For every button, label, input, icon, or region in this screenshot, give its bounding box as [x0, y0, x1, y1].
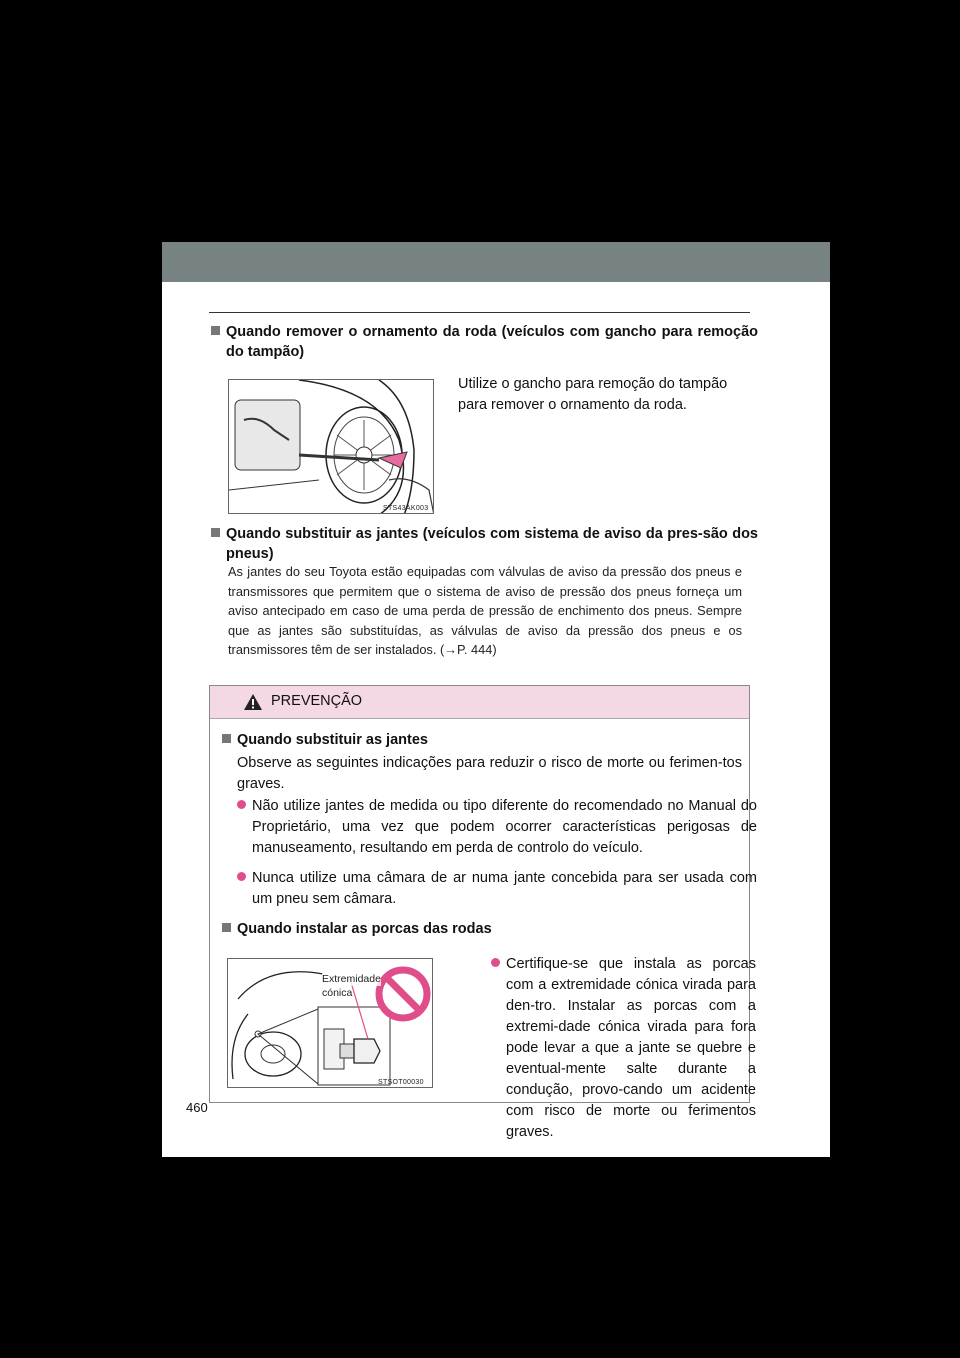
warning-bullet-3: Certifique-se que instala as porcas com a extremidade cónica virada para den-tro. Instalar as porcas com a extremi-dade cónica virada para fora pode levar a que a jante se quebre e eventual-mente salte durante a condução, provo-cando um acidente com risco de morte ou ferimentos graves.: [491, 954, 756, 1143]
warning-subheading-rims: Quando substituir as jantes: [222, 730, 428, 750]
square-bullet-icon: [222, 923, 231, 932]
section2-text: As jantes do seu Toyota estão equipadas com válvulas de aviso da pressão dos pneus e transmissores que permitem que o sistema de aviso de pressão dos pneus forneça um aviso antecipado em caso de uma perda de pressão de enchimento dos pneus. Sempre que as jantes são substituídas, as válvulas de aviso da pressão dos pneus e os transmissores têm de ser instalados. (→P. 444): [228, 564, 742, 657]
section-heading-replace-rims: Quando substituir as jantes (veículos com sistema de aviso da pres-são dos pneus): [211, 524, 758, 564]
manual-page: [162, 242, 830, 1157]
warning-bullet-2: Nunca utilize uma câmara de ar numa jante concebida para ser usada com um pneu sem câmara.: [237, 868, 757, 910]
warning-box: [209, 685, 757, 1140]
illustration-remove-wheel-ornament: [228, 379, 434, 514]
warning-subheading-nuts: Quando instalar as porcas das rodas: [222, 919, 492, 939]
wheel-hook-drawing: [229, 380, 434, 514]
image-label-1: Extremidade: [322, 973, 381, 985]
square-bullet-icon: [211, 528, 220, 537]
image-label-2: cónica: [322, 987, 353, 999]
bullet-dot-icon: [237, 800, 246, 809]
square-bullet-icon: [211, 326, 220, 335]
warning-title: PREVENÇÃO: [271, 693, 363, 709]
warning-intro-text: Observe as seguintes indicações para reduzir o risco de morte ou ferimen-tos graves.: [237, 755, 742, 792]
section1-text: Utilize o gancho para remoção do tampão para remover o ornamento da roda.: [458, 376, 728, 413]
image-code: STS43AK003: [383, 505, 429, 512]
bullet-dot-icon: [237, 872, 246, 881]
square-bullet-icon: [222, 734, 231, 743]
warning-triangle-icon: [244, 694, 262, 710]
warning-header: [210, 686, 749, 719]
illustration-wheel-nut: [227, 958, 433, 1088]
image-code: STSOT00030: [378, 1079, 424, 1086]
header-band: [162, 242, 830, 282]
bullet-dot-icon: [491, 958, 500, 967]
warning-bullet-1: Não utilize jantes de medida ou tipo diferente do recomendado no Manual do Proprietário, uma vez que podem ocorrer características perigosas de manuseamento, resultando em perda de controlo do veículo.: [237, 796, 757, 859]
page-number: 460: [186, 1100, 208, 1115]
top-rule: [209, 312, 750, 313]
section-heading-wheel-ornament: Quando remover o ornamento da roda (veículos com gancho para remoção do tampão): [211, 322, 758, 362]
